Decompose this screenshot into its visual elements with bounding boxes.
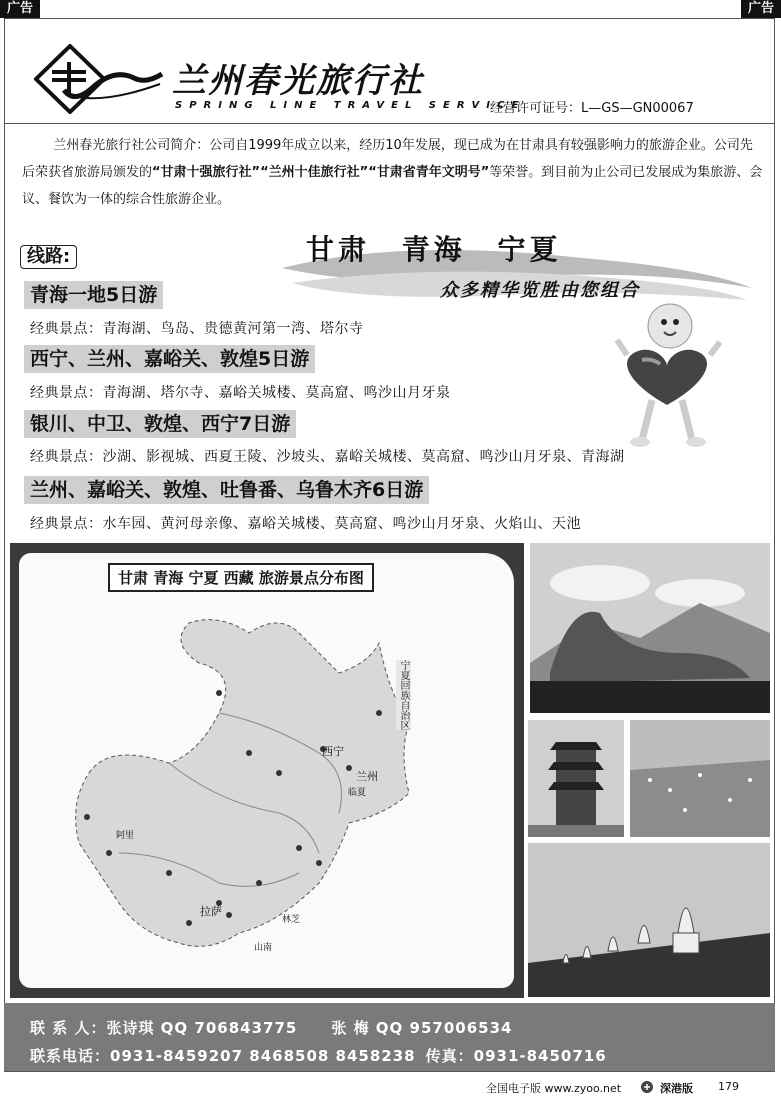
page-number: 179 xyxy=(718,1080,739,1093)
map-label: 西宁 xyxy=(322,745,344,758)
route-spots: 经典景点：沙湖、影视城、西夏王陵、沙坡头、嘉峪关城楼、莫高窟、鸣沙山月牙泉、青海湖 xyxy=(30,449,625,465)
photo-bird-island xyxy=(630,720,770,837)
company-intro: 兰州春光旅行社公司简介：公司自1999年成立以来，经历10年发展，现已成为在甘肃具有较强影响力的旅游企业。公司先后荣获省旅游局颁发的“甘肃十强旅行社”“兰州十佳旅行社”“甘肃省青年文明号”等荣誉。到目前为止公司已发展成为集旅游、会议、餐饮为一体的综合性旅游企业。 xyxy=(22,138,763,207)
contact-phones: 联系电话：0931-8459207 8468508 8458238 传真：0931-8450716 xyxy=(30,1047,607,1065)
route-spots: 经典景点：青海湖、鸟岛、贵德黄河第一湾、塔尔寺 xyxy=(30,321,364,337)
company-logo-icon xyxy=(34,44,164,114)
fax-number: 0931-8450716 xyxy=(473,1047,607,1065)
photo-stupas xyxy=(528,843,770,997)
footer-text: 全国电子版 www.zyoo.net xyxy=(486,1082,622,1095)
map-label: 林芝 xyxy=(282,915,301,925)
contact-person-1: 张诗琪 QQ 706843775 xyxy=(106,1019,298,1037)
map-label: 临夏 xyxy=(348,788,367,798)
ad-tag-left: 广告 xyxy=(0,0,40,18)
company-name: 兰州春光旅行社 xyxy=(172,61,424,101)
route-title: 西宁、兰州、嘉峪关、敦煌5日游 xyxy=(24,345,315,373)
route-title: 银川、中卫、敦煌、西宁7日游 xyxy=(24,410,296,438)
tourism-map xyxy=(19,553,514,988)
company-name-en: SPRING LINE TRAVEL SERVICE xyxy=(175,100,526,111)
license-number: 经营许可证号：L—GS—GN00067 xyxy=(490,101,694,116)
photo-pagoda xyxy=(528,720,624,837)
map-shape-icon xyxy=(19,553,514,988)
footer-edition: 深港版 xyxy=(660,1082,693,1095)
routes-label: 线路: xyxy=(20,245,77,269)
map-title: 甘肃 青海 宁夏 西藏 旅游景点分布图 xyxy=(108,563,374,592)
honor-3: “甘肃省青年文明号” xyxy=(368,165,490,180)
phone-numbers: 0931-8459207 8468508 8458238 xyxy=(110,1047,416,1065)
photo-mother-river-statue xyxy=(530,543,770,713)
region-title: 甘肃 青海 宁夏 xyxy=(306,233,562,266)
map-label: 宁夏回族自治区 xyxy=(398,660,409,730)
ad-tag-right: 广告 xyxy=(741,0,781,18)
route-title: 兰州、嘉峪关、敦煌、吐鲁番、乌鲁木齐6日游 xyxy=(24,476,429,504)
route-spots: 经典景点：青海湖、塔尔寺、嘉峪关城楼、莫高窟、鸣沙山月牙泉 xyxy=(30,385,451,401)
heart-mascot-icon xyxy=(612,300,722,450)
region-subtitle: 众多精华览胜由您组合 xyxy=(440,280,640,301)
honor-1: “甘肃十强旅行社” xyxy=(152,165,261,180)
edition-logo-icon xyxy=(640,1080,654,1094)
map-label: 拉萨 xyxy=(200,905,222,918)
map-label: 阿里 xyxy=(116,831,135,841)
contact-person-2: 张 梅 QQ 957006534 xyxy=(331,1019,513,1037)
map-label: 兰州 xyxy=(356,770,378,783)
map-label: 山南 xyxy=(254,943,273,953)
route-spots: 经典景点：水车园、黄河母亲像、嘉峪关城楼、莫高窟、鸣沙山月牙泉、火焰山、天池 xyxy=(30,516,581,532)
contact-persons: 联 系 人：张诗琪 QQ 706843775 张 梅 QQ 957006534 xyxy=(30,1019,513,1037)
honor-2: “兰州十佳旅行社” xyxy=(260,165,369,180)
route-title: 青海一地5日游 xyxy=(24,281,163,309)
